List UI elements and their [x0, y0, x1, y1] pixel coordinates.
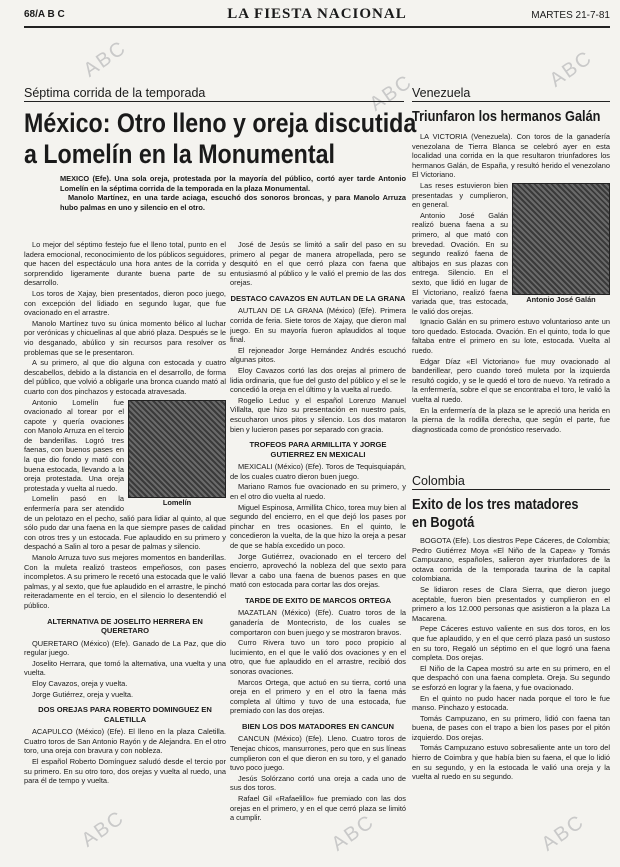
subheading: ALTERNATIVA DE JOSELITO HERRERA EN QUERETARO	[47, 616, 203, 636]
paragraph: Jorge Gutiérrez, oreja y vuelta.	[32, 689, 134, 699]
headline-colombia-line-1: Exito de los tres matadores	[412, 496, 579, 513]
paragraph: Lomelín pasó en la enfermería para ser atendido de un pelotazo en el pecho, salió para lidiar al quinto, al que sólo pudo dar una faena en la que siempre pases de calidad con otros tres y un estocada. Fue aplaudido en su primero y despachó a Salin al toro a pesar de palmas y silencio.	[24, 494, 226, 552]
paragraph: Lo mejor del séptimo festejo fue el lleno total, punto en el ladera emocional, reconocimiento de los públicos seguidores, que hacen del espectáculo una hora antes de la corrida y sorprendido ligeramente durante buena parte de su desarrollo.	[24, 240, 226, 288]
headline-colombia-line-2: en Bogotá	[412, 514, 475, 531]
paragraph: En el quinto no pudo hacer nada porque el toro le fue manso. Pinchazo y estocada.	[412, 693, 610, 713]
paragraph: Ignacio Galán en su primero estuvo voluntarioso ante un toro quedado. Estocada. Ovación. En el quinto, toda lo que faltaba entre el primero en su lote, estocada. Vuelta al ruedo.	[412, 317, 610, 356]
watermark: ABC	[327, 810, 379, 856]
paragraph: Rogelio Leduc y el español Lorenzo Manuel Villalta, que hizo su presentación en nuestro país, escucharon unos pitos y silencio. Los dos mataron bien y lucieron pases por separado con gracia.	[230, 395, 406, 434]
article-column-1	[24, 240, 226, 852]
subheading: TARDE DE EXITO DE MARCOS ORTEGA	[244, 595, 392, 605]
watermark: ABC	[537, 810, 589, 856]
paragraph: Las reses estuvieron bien presentadas y cumplieron, en general.	[412, 180, 508, 210]
photo-caption: Antonio José Galán	[526, 294, 596, 304]
paragraph: LA VICTORIA (Venezuela). Con toros de la ganadería venezolana de Tierra Blanca se celebró ayer en esta localidad una corrida en la que resultaron triunfadores los hermanos Galán, de España, y resultó herido el venezolano El Victoriano.	[412, 132, 610, 180]
section-label-venezuela: Venezuela	[412, 86, 610, 102]
paragraph: Manolo Martínez tuvo su única momento bélico al luchar por verónicas y chicuelinas al que abrió plaza. Después se le vio desganado, abúlico y sin recursos para resolver os problemas que se le presentaron.	[24, 318, 226, 357]
paragraph: Se lidiaron reses de Clara Sierra, que dieron juego aceptable, fueron bien presentados y cumplieron en el primero a los 12.000 personas que asistieron a la plaza La Macarena.	[412, 584, 610, 623]
paragraph: El español Roberto Domínguez saludó desde el tercio por su primero. En su otro toro, dos orejas y vuelta al ruedo, una para él de tempo y vuelta.	[24, 756, 226, 786]
paragraph: Eloy Cavazos cortó las dos orejas al primero de lidia ordinaria, que fue del gusto del público y el se le concedió la oreja en el último y la vuelta al ruedo.	[230, 366, 406, 395]
paragraph: Manolo Arruza tuvo sus mejores momentos en banderillas. Con la muleta realizó trasteos empeñosos, con pases incompletos. A su primero le recetó una estocada que le valió palmas, y al sexto, que fue aplaudido en el arrastre, le pinchó reiteradamente en el tercio, en el silencio lo desentendió el público.	[24, 553, 226, 610]
paragraph: AUTLAN DE LA GRANA (México) (Efe). Primera corrida de feria. Siete toros de Xajay, que dieron mal juego. En su mayoría fueron aplaudidos al toque final.	[230, 306, 406, 345]
lead-paragraph: Manolo Martínez, en una tarde aciaga, escuchó dos sonoros broncas, y para Manolo Arruza hubo palmas en uno y silencio en el otro.	[60, 193, 406, 212]
paragraph: Rafael Gil «Rafaelillo» fue premiado con las dos orejas en el primero, y en el que cerró plaza se limitó a cumplir.	[230, 794, 406, 823]
photo-caption: Lomelín	[162, 497, 192, 507]
paragraph: Edgar Díaz «El Victoriano» fue muy ovacionado al banderillear, pero cuando toreó muleta por la izquierda resultó cogido, y se le quedó el toro de nuevo. Ya retirado a la enfermería, sobre el que se encontraba el toro, le valió la vuelta al ruedo.	[412, 356, 610, 405]
paragraph: Mariano Ramos fue ovacionado en su primero, y en el otro dio vuelta al ruedo.	[230, 482, 406, 501]
photo-antonio-jose-galan	[512, 183, 610, 295]
watermark: ABC	[79, 36, 131, 82]
subheading: DOS OREJAS PARA ROBERTO DOMINGUEZ EN CALETILLA	[38, 705, 212, 724]
paragraph: Antonio Lomelín fue ovacionado al torear por el capote y quería ovaciones con Manolo Arruza en el tercio de banderillas. Logró tres faenas, con buenos pases en la que dio fondo y mató con buena estocada, llevando a la oreja protestada. Una oreja protestada y vuelta al ruedo.	[24, 397, 124, 493]
paragraph: Eloy Cavazos, oreja y vuelta.	[32, 678, 128, 688]
paragraph: Curro Rivera tuvo un toro poco propicio al lucimiento, en el que le valió dos ovaciones y en el otro, que fue aplaudido en el arrastre, recibió dos sonoras ovaciones.	[230, 638, 406, 676]
paragraph: En la enfermería de la plaza se le apreció una herida en la pierna de la rodilla derecha, que según el parte, fue diagnosticada como de pronóstico reservado.	[412, 405, 610, 434]
paragraph: El Niño de la Capea mostró su arte en su primero, en el que despachó con una faena completa. Oreja. Su segundo se esforzó en lograr y la faena, y fue ovacionado.	[412, 663, 610, 692]
newspaper-section-title: LA FIESTA NACIONAL	[227, 6, 407, 22]
article-venezuela	[412, 132, 610, 472]
headline-line-1: México: Otro lleno y oreja discutida	[24, 108, 417, 138]
paragraph: Miguel Espinosa, Armillita Chico, torea muy bien al segundo del encierro, en el que dejó los pases por pinchar en tres ocasiones. En el quinto, le concedieron la vuelta, de la que hizo la oreja a pesar de que se había excedido un poco.	[230, 502, 406, 550]
section-label-colombia: Colombia	[412, 474, 610, 490]
page-header	[24, 6, 610, 28]
paragraph: José de Jesús se limitó a salir del paso en su primero al pegar de manera atropellada, pero se desquitó en el que cerró plaza con faena que entusiasmó al público y le valió el premio de las dos orejas.	[230, 240, 406, 288]
subheading: BIEN LOS DOS MATADORES EN CANCUN	[241, 721, 395, 731]
paragraph: Joselito Herrara, que tomó la alternativa, una vuelta y una vuelta.	[24, 658, 226, 678]
paragraph: El rejoneador Jorge Hernández Andrés escuchó algunas pitos.	[230, 345, 406, 365]
paragraph: QUERETARO (México) (Efe). Ganado de La Paz, que dio regular juego.	[24, 638, 226, 658]
headline-line-2: a Lomelín en la Monumental	[24, 139, 335, 169]
paragraph: Marcos Ortega, que actuó en su tierra, cortó una oreja en el primero y en el otro la faena más completa al último y tuvo de una estocada, fue premiado con las dos orejas.	[230, 677, 406, 716]
paragraph: Pepe Cáceres estuvo valiente en sus dos toros, en los que fue aplaudido, y en el que cerró plaza pasó un sustoso en su toro, Regaló un séptimo en el que logró una faena completa. Dos orejas.	[412, 624, 610, 663]
paragraph: Antonio José Galán realizó buena faena a su primero, al que mató con brevedad. Ovación. En su segundo realizó faena de altibajos en sus plazas con entrega. Silencio. En el sexto, que lidió en lugar de El Victoriano, realizó faena variada que, tras estocada, le valió dos orejas.	[412, 210, 508, 316]
paragraph: Jesús Solórzano cortó una oreja a cada uno de sus dos toros.	[230, 773, 406, 793]
watermark: ABC	[365, 70, 417, 116]
paragraph: BOGOTA (Efe). Los diestros Pepe Cáceres, de Colombia; Pedro Gutiérrez Moya «El Niño de la Capea» y Tomás Campuzano, españoles, salieron ayer triunfadores de la octava corrida de la temporada taurina de la capital colombiana.	[412, 536, 610, 584]
article-lead	[60, 174, 406, 232]
paragraph: Jorge Gutiérrez, ovacionado en el tercero del encierro, aprovechó la nobleza del que sexto para llevar a cabo una faena de buenos pases en que mató con estocada para cortar las dos orejas.	[230, 551, 406, 590]
watermark: ABC	[77, 806, 129, 852]
watermark: ABC	[545, 46, 597, 92]
article-column-2	[230, 240, 406, 852]
paragraph: MEXICALI (México) (Efe). Toros de Tequisquiapán, de los cuales cuatro dieron buen juego.	[230, 462, 406, 481]
photo-lomelin	[128, 400, 226, 498]
paragraph: MAZATLAN (México) (Efe). Cuatro toros de la ganadería de Montecristo, de los cuales se comportaron con buen juego y se mostraron bravos.	[230, 608, 406, 637]
galan-photo-block	[512, 183, 610, 305]
subheading: TROFEOS PARA ARMILLITA Y JORGE GUTIERREZ EN MEXICALI	[249, 440, 387, 459]
subheading: DESTACO CAVAZOS EN AUTLAN DE LA GRANA	[230, 293, 406, 303]
paragraph: A su primero, al que dio alguna con estocada y cuatro descabellos, debido a la distancia en el desarrollo, de forma del público, que volvió a obligarle una bronca cuando mató al cuarto con dos pinchazos y estocada atravesada.	[24, 358, 226, 396]
issue-date: MARTES 21-7-81	[531, 10, 610, 21]
lead-paragraph: MEXICO (Efe). Una sola oreja, protestada por la mayoría del público, cortó ayer tarde Antonio Lomelín en la séptima corrida de la temporada en la plaza Monumental.	[60, 174, 406, 193]
page-number: 68/A B C	[24, 9, 65, 20]
section-label: Séptima corrida de la temporada	[24, 86, 404, 102]
headline-venezuela: Triunfaron los hermanos Galán	[412, 108, 601, 125]
paragraph: CANCUN (México) (Efe). Lleno. Cuatro toros de Tenejac chicos, mansurrones, pero que en sus líneas cumplieron con el que dieron en su toro, y el ganado tuvo poco juego.	[230, 734, 406, 773]
paragraph: Tomás Campuzano, en su primero, lidió con faena tan buena, de pases con el trapo a bien los pases por el pitón izquierdo. Dos orejas.	[412, 713, 610, 742]
article-colombia	[412, 536, 610, 852]
paragraph: Tomás Campuzano estuvo sobresaliente ante un toro del hierro de Coimbra y que había bien su faena, el que lo lidió en su segundo, y en la estocada le valió una oreja y la vuelta al ruedo en su segundo.	[412, 743, 610, 782]
paragraph: ACAPULCO (México) (Efe). El lleno en la plaza Caletilla. Cuatro toros de San Antonio Rayón y de Alejandra. En el otro toro, una oreja con bravura y con nobleza.	[24, 727, 226, 756]
lomelin-photo-block	[128, 400, 226, 508]
paragraph: Los toros de Xajay, bien presentados, dieron poco juego, con excepción del lidiado en segundo lugar, que fue ovacionado en el arrastre.	[24, 288, 226, 318]
